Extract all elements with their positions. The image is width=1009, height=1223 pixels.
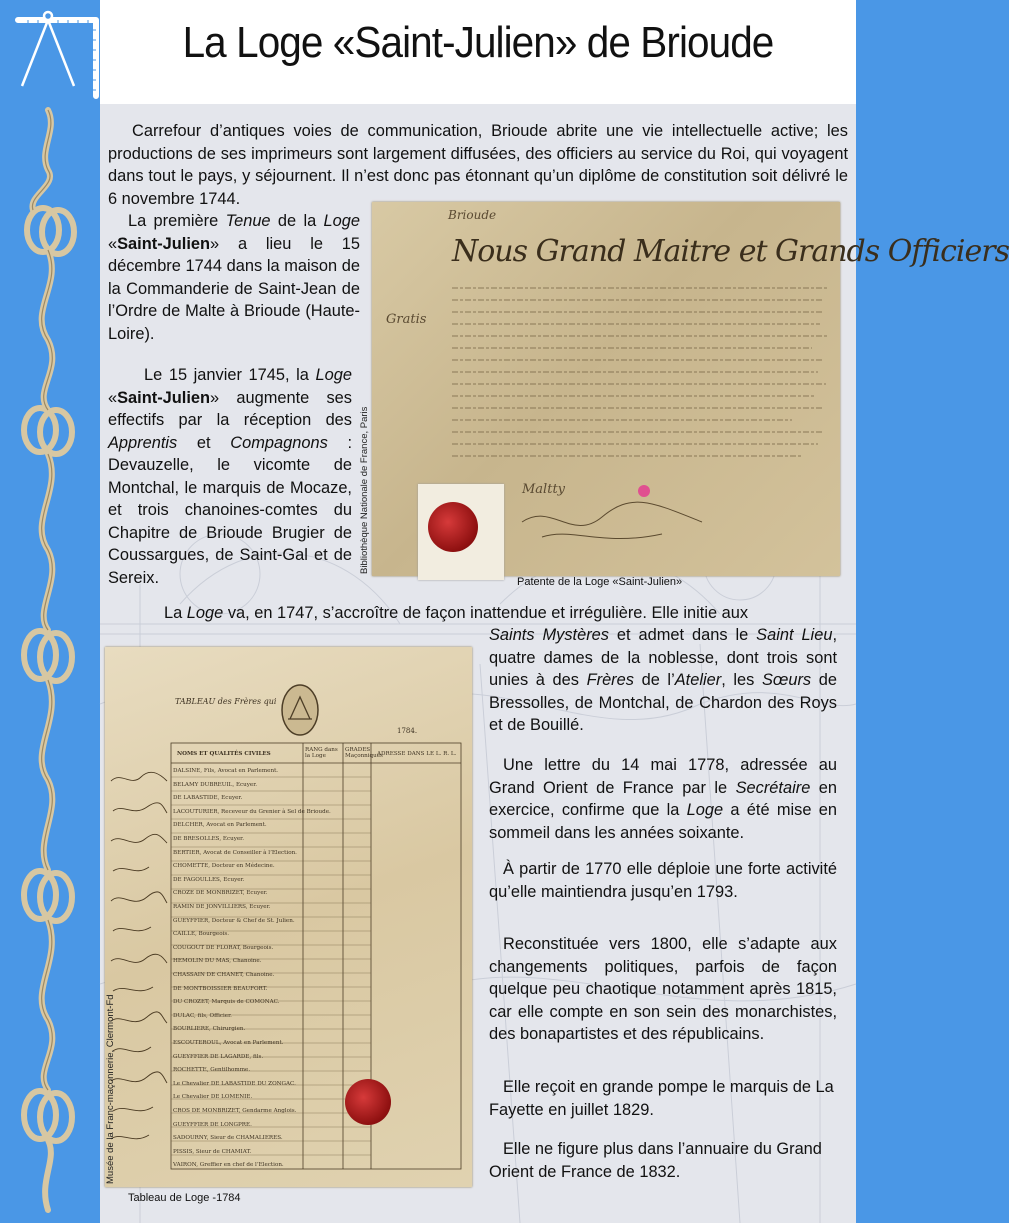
text-italic: Secrétaire (735, 778, 811, 797)
content-panel (100, 104, 1009, 1223)
text: et admet dans le (608, 626, 757, 644)
tableau-member-row: Le Chevalier DE LABASTIDE DU ZONGAC. (173, 1080, 296, 1087)
text-bold: Saint-Julien (117, 388, 211, 407)
tableau-member-row: PISSIS, Sieur de CHAMIAT. (173, 1148, 252, 1155)
text-italic: Frères (586, 671, 634, 689)
tableau-member-row: DULAC, fils, Officier. (173, 1012, 232, 1019)
column-header-names: NOMS ET QUALITÉS CIVILES (177, 751, 271, 757)
tableau-member-row: SADOURNY, Sieur de CHAMALIERES. (173, 1135, 283, 1142)
tableau-member-row: ESCOUTEROUL, Avocat en Parlement. (173, 1040, 284, 1046)
reconstitution-paragraph: Reconstituée vers 1800, elle s’adapte aux changements politiques, parfois de façon quelque peu chaotique notamment après 1815, car elle compte en son sein des monarchistes, des bonapartistes et des républicains. (489, 935, 837, 1043)
text-italic: Tenue (225, 212, 271, 230)
tableau-member-row: CHOMETTE, Docteur en Médecine. (173, 863, 275, 870)
tableau-member-row: GUEYFFIER, Docteur & Chef de St. Julien. (173, 917, 295, 924)
text-italic: Saints Mystères (489, 626, 609, 644)
tableau-member-row: COUGOUT DE FLORAT, Bourgeois. (173, 944, 274, 951)
tableau-member-row: BOURLIERE, Chirurgien. (173, 1026, 246, 1033)
text: et (177, 433, 231, 452)
intro-text: Carrefour d’antiques voies de communication, Brioude abrite une vie intellectuelle active; les productions de ses imprimeurs sont largement diffusées, des officiers au service du Roi, qui voyagent dans tout le pays, y séjournent. Il n’est donc pas étonnant qu’un diplôme de constitution soit délivré le 6 novembre 1744. (108, 122, 848, 208)
patente-document-image (372, 202, 1009, 576)
text: » augmente ses effectifs par la réception des (108, 388, 352, 429)
text-italic: Atelier (674, 671, 722, 689)
tableau-document-image (105, 647, 472, 1187)
text: La (164, 604, 187, 622)
intro-paragraph (108, 120, 848, 210)
square-and-compass-icon (8, 4, 104, 100)
page-title: La Loge «Saint-Julien» de Brioude (182, 18, 774, 67)
text: « (108, 234, 118, 253)
text: Une lettre du 14 mai 1778, adressée au Grand Orient de France par le (489, 756, 837, 797)
text-italic: Sœurs (761, 671, 812, 689)
handwritten-lines (452, 282, 832, 512)
tableau-member-row: BELAMY DUBREUIL, Ecuyer. (173, 781, 258, 788)
text: La première (128, 212, 226, 230)
tableau-member-row: CROZE DE MONBRIZET, Ecuyer. (173, 890, 268, 897)
first-tenue-paragraph (108, 210, 360, 345)
text: va, en 1747, s’accroître de façon inattendue et irrégulière. Elle initie aux (223, 604, 749, 622)
column-header-rank: RANG dans la Loge (305, 747, 338, 759)
pink-seal (638, 485, 650, 497)
expansion-paragraph (124, 602, 856, 625)
text: » a lieu le 15 décembre 1744 dans la maison de la Commanderie de Saint-Jean de l’Ordre de Malte à Brioude (Haute-Loire). (108, 234, 360, 343)
text-italic: Compagnons (230, 433, 328, 452)
tableau-member-row: ROCHETTE, Gentilhomme. (173, 1067, 251, 1074)
text: , les (721, 671, 762, 689)
tableau-member-row: Le Chevalier DE LOMENIE. (173, 1094, 253, 1101)
text: « (108, 388, 118, 407)
text: : Devauzelle, le vicomte de Montchal, le marquis de Mocaze, et trois chanoines-comtes du Chapitre de Brioude Brugier de Coussargues, de Saint-Gal et de Sereix. (108, 433, 353, 587)
masonic-medallion-icon (280, 683, 320, 737)
document-heading: Nous Grand Maitre et Grands Officiers (452, 234, 1009, 269)
letter-paragraph (489, 754, 837, 844)
tableau-heading: TABLEAU des Frères qui (175, 697, 277, 706)
text-italic: Apprentis (108, 433, 178, 452)
text: a été mise en sommeil dans les années soixante. (489, 801, 837, 842)
tableau-caption: Tableau de Loge -1784 (128, 1192, 241, 1204)
patente-caption: Patente de la Loge «Saint-Julien» (517, 576, 683, 588)
tableau-member-row: BERTIER, Avocat de Conseiller à l’Election. (173, 849, 297, 856)
text: , quatre dames de la noblesse, dont trois sont unies à des (489, 626, 837, 689)
column-header-grades: GRADES Maçonniques (345, 747, 383, 759)
rope-knots-decoration (18, 110, 88, 1210)
tableau-member-row: HEMOLIN DU MAS, Chanoine. (173, 958, 262, 965)
text-italic: Loge (315, 366, 352, 384)
text: en exercice, confirme que la (489, 778, 837, 819)
wax-seal-card (418, 484, 504, 580)
text-italic: Loge (186, 604, 224, 622)
tableau-member-row: VAIRON, Greffier en chef de l’Election. (173, 1162, 284, 1169)
text: de la (270, 212, 324, 230)
text: de l’ (633, 671, 675, 689)
wax-seal (428, 502, 478, 552)
bnf-credit: Bibliothèque Nationale de France, Paris (359, 406, 370, 574)
tableau-member-row: DU CROZET, Marquis de COMONAC. (173, 999, 280, 1006)
tableau-member-row: LACOUTURIER, Receveur du Grenier à Sel de Brioude. (173, 808, 331, 815)
tableau-year: 1784. (397, 727, 418, 735)
text-bold: Saint-Julien (117, 234, 211, 253)
tableau-member-row: GUEYFFIER DE LAGARDE, fils. (173, 1053, 264, 1060)
tableau-member-row: RAMIN DE JONVILLIERS, Ecuyer. (173, 904, 271, 910)
document-corner-text: Brioude (448, 208, 497, 222)
tableau-member-row: CROS DE MONBRIZET, Gendarme Anglois. (173, 1108, 297, 1114)
musee-credit: Musée de la Franc-maçonnerie, Clermont-Fd (105, 994, 116, 1184)
margin-signatures (107, 767, 171, 1147)
annuaire-paragraph: Elle ne figure plus dans l’annuaire du Grand Orient de France de 1832. (489, 1140, 822, 1181)
tableau-member-row: CHASSAIN DE CHANET, Chanoine. (173, 972, 275, 978)
tableau-member-row: DE MONTBOISSIER BEAUFORT. (173, 985, 268, 992)
text-italic: Loge (686, 801, 724, 819)
document-margin-note: Gratis (386, 312, 427, 327)
text: Le 15 janvier 1745, la (144, 366, 316, 384)
tableau-member-row: DE LABASTIDE, Ecuyer. (173, 795, 243, 802)
text-italic: Loge (323, 212, 361, 230)
reception-paragraph (108, 364, 352, 589)
activity-paragraph: À partir de 1770 elle déploie une forte activité qu’elle maintiendra jusqu’en 1793. (489, 860, 837, 901)
tableau-member-row: DALSINE, Fils, Avocat en Parlement. (173, 768, 279, 774)
lafayette-paragraph: Elle reçoit en grande pompe le marquis de La Fayette en juillet 1829. (489, 1078, 834, 1119)
tableau-wax-seal (345, 1079, 391, 1125)
column-header-address: ADRESSE DANS LE L. R. L. (377, 751, 457, 757)
expansion-paragraph-cont (489, 624, 837, 737)
document-signature: Maltty (522, 482, 566, 497)
text: de Bressolles, de Montchal, de Chardon des Roys et de Bouillé. (489, 671, 837, 734)
signature-scribbles (512, 492, 712, 552)
tableau-member-row: DELCHER, Avocat en Parlement. (173, 822, 267, 829)
tableau-member-row: DE BRESOLLES, Ecuyer. (173, 836, 244, 842)
tableau-member-row: CAILLE, Bourgeois. (173, 931, 230, 938)
tableau-member-row: DE FAGOULLES, Ecuyer. (173, 876, 245, 883)
tableau-member-row: GUEYFFIER DE LONGPRE. (173, 1121, 252, 1128)
text-italic: Saint Lieu (756, 626, 833, 644)
